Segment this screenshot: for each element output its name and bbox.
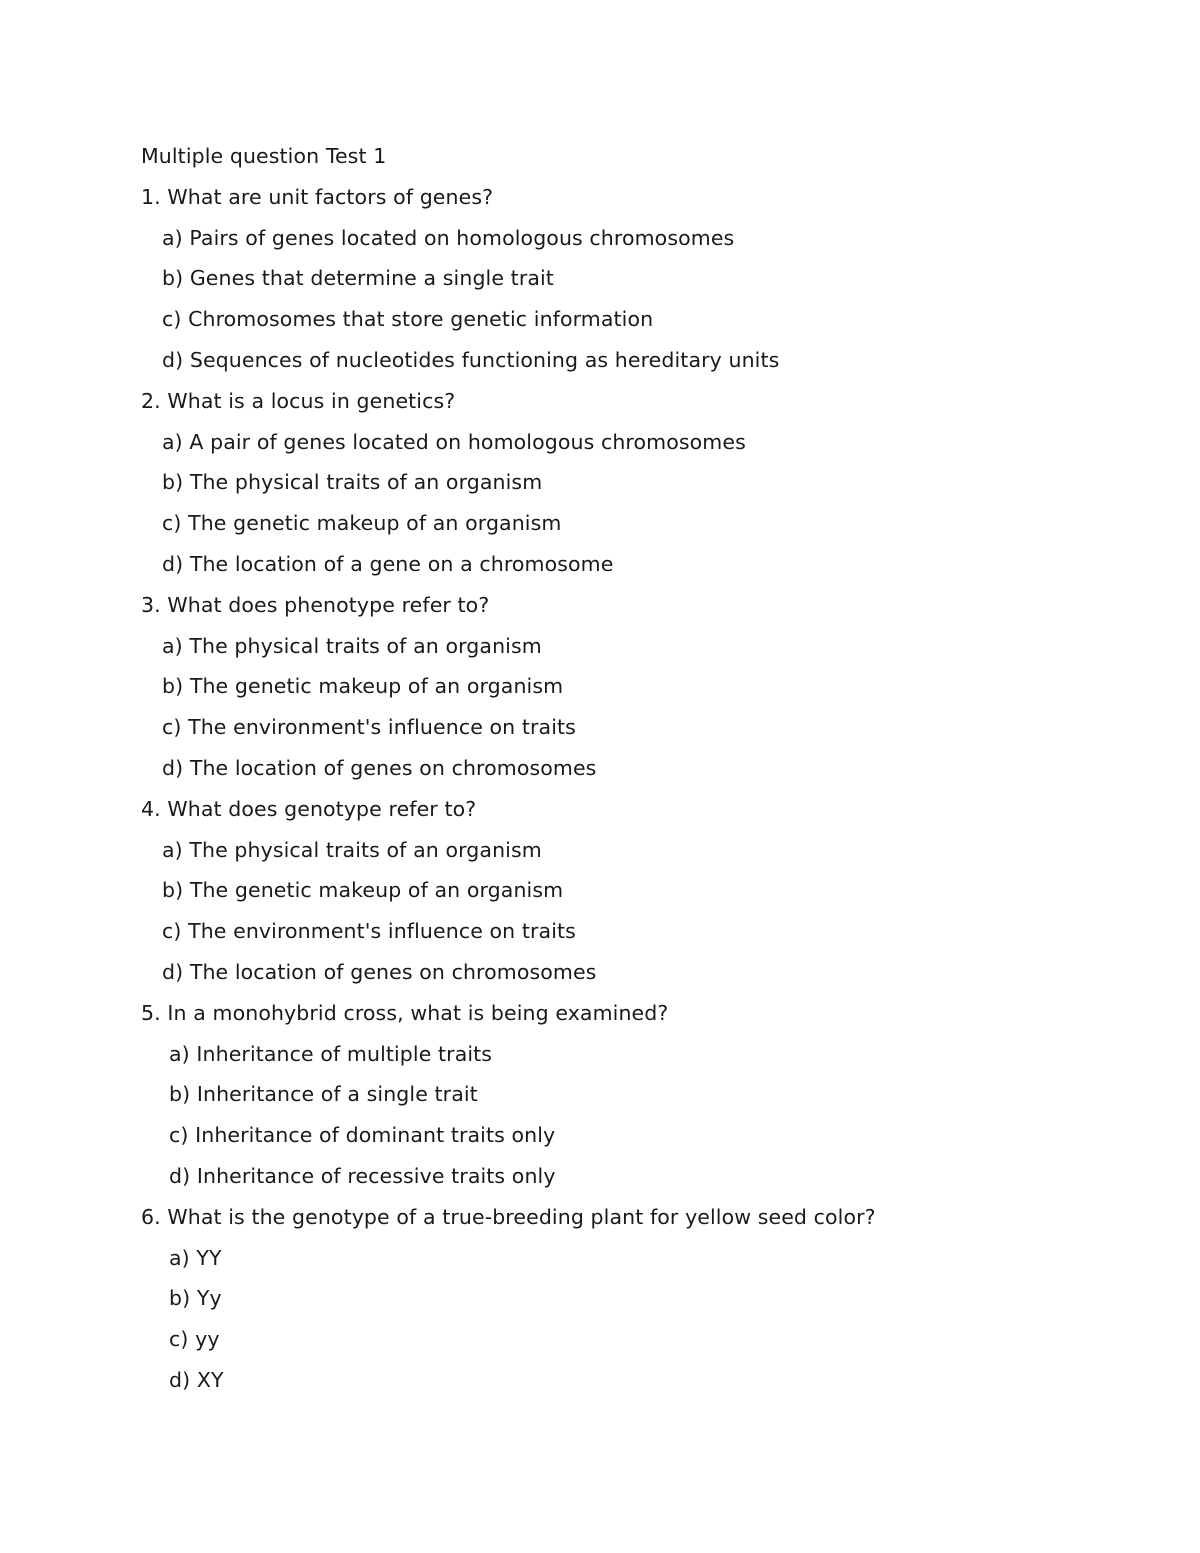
answer-option: a) Inheritance of multiple traits bbox=[169, 1041, 493, 1066]
answer-option: c) Chromosomes that store genetic information bbox=[162, 307, 654, 332]
answer-option: b) Genes that determine a single trait bbox=[162, 266, 554, 291]
answer-option: b) The genetic makeup of an organism bbox=[162, 878, 564, 903]
answer-option: b) The physical traits of an organism bbox=[162, 470, 543, 495]
question-block bbox=[141, 585, 1121, 789]
answer-option: d) The location of genes on chromosomes bbox=[162, 959, 597, 984]
question-text: 2. What is a locus in genetics? bbox=[141, 388, 456, 413]
answer-option: b) Inheritance of a single trait bbox=[169, 1082, 478, 1107]
answer-option: c) The genetic makeup of an organism bbox=[162, 511, 562, 536]
question-block bbox=[141, 177, 1121, 381]
answer-option: d) Inheritance of recessive traits only bbox=[169, 1163, 556, 1188]
document-title: Multiple question Test 1 bbox=[141, 144, 387, 168]
question-block bbox=[141, 381, 1121, 585]
answer-option: d) Sequences of nucleotides functioning as hereditary units bbox=[162, 347, 780, 372]
question-text: 6. What is the genotype of a true-breeding plant for yellow seed color? bbox=[141, 1204, 876, 1229]
question-block bbox=[141, 789, 1121, 993]
question-text: 1. What are unit factors of genes? bbox=[141, 184, 494, 209]
answer-option: b) Yy bbox=[169, 1286, 222, 1311]
answer-option: d) XY bbox=[169, 1367, 224, 1392]
question-text: 5. In a monohybrid cross, what is being examined? bbox=[141, 1000, 669, 1025]
answer-option: c) Inheritance of dominant traits only bbox=[169, 1123, 556, 1148]
question-text: 3. What does phenotype refer to? bbox=[141, 592, 490, 617]
answer-option: d) The location of genes on chromosomes bbox=[162, 755, 597, 780]
answer-option: c) The environment's influence on traits bbox=[162, 919, 576, 944]
answer-option: a) YY bbox=[169, 1245, 222, 1270]
answer-option: a) A pair of genes located on homologous chromosomes bbox=[162, 429, 746, 454]
answer-option: c) yy bbox=[169, 1327, 220, 1352]
answer-option: d) The location of a gene on a chromosome bbox=[162, 551, 614, 576]
answer-option: a) The physical traits of an organism bbox=[162, 837, 542, 862]
answer-option: b) The genetic makeup of an organism bbox=[162, 674, 564, 699]
document-body bbox=[141, 136, 1121, 1401]
question-block bbox=[141, 993, 1121, 1197]
answer-option: a) Pairs of genes located on homologous chromosomes bbox=[162, 225, 735, 250]
question-block bbox=[141, 1197, 1121, 1401]
question-text: 4. What does genotype refer to? bbox=[141, 796, 477, 821]
answer-option: c) The environment's influence on traits bbox=[162, 715, 576, 740]
answer-option: a) The physical traits of an organism bbox=[162, 633, 542, 658]
